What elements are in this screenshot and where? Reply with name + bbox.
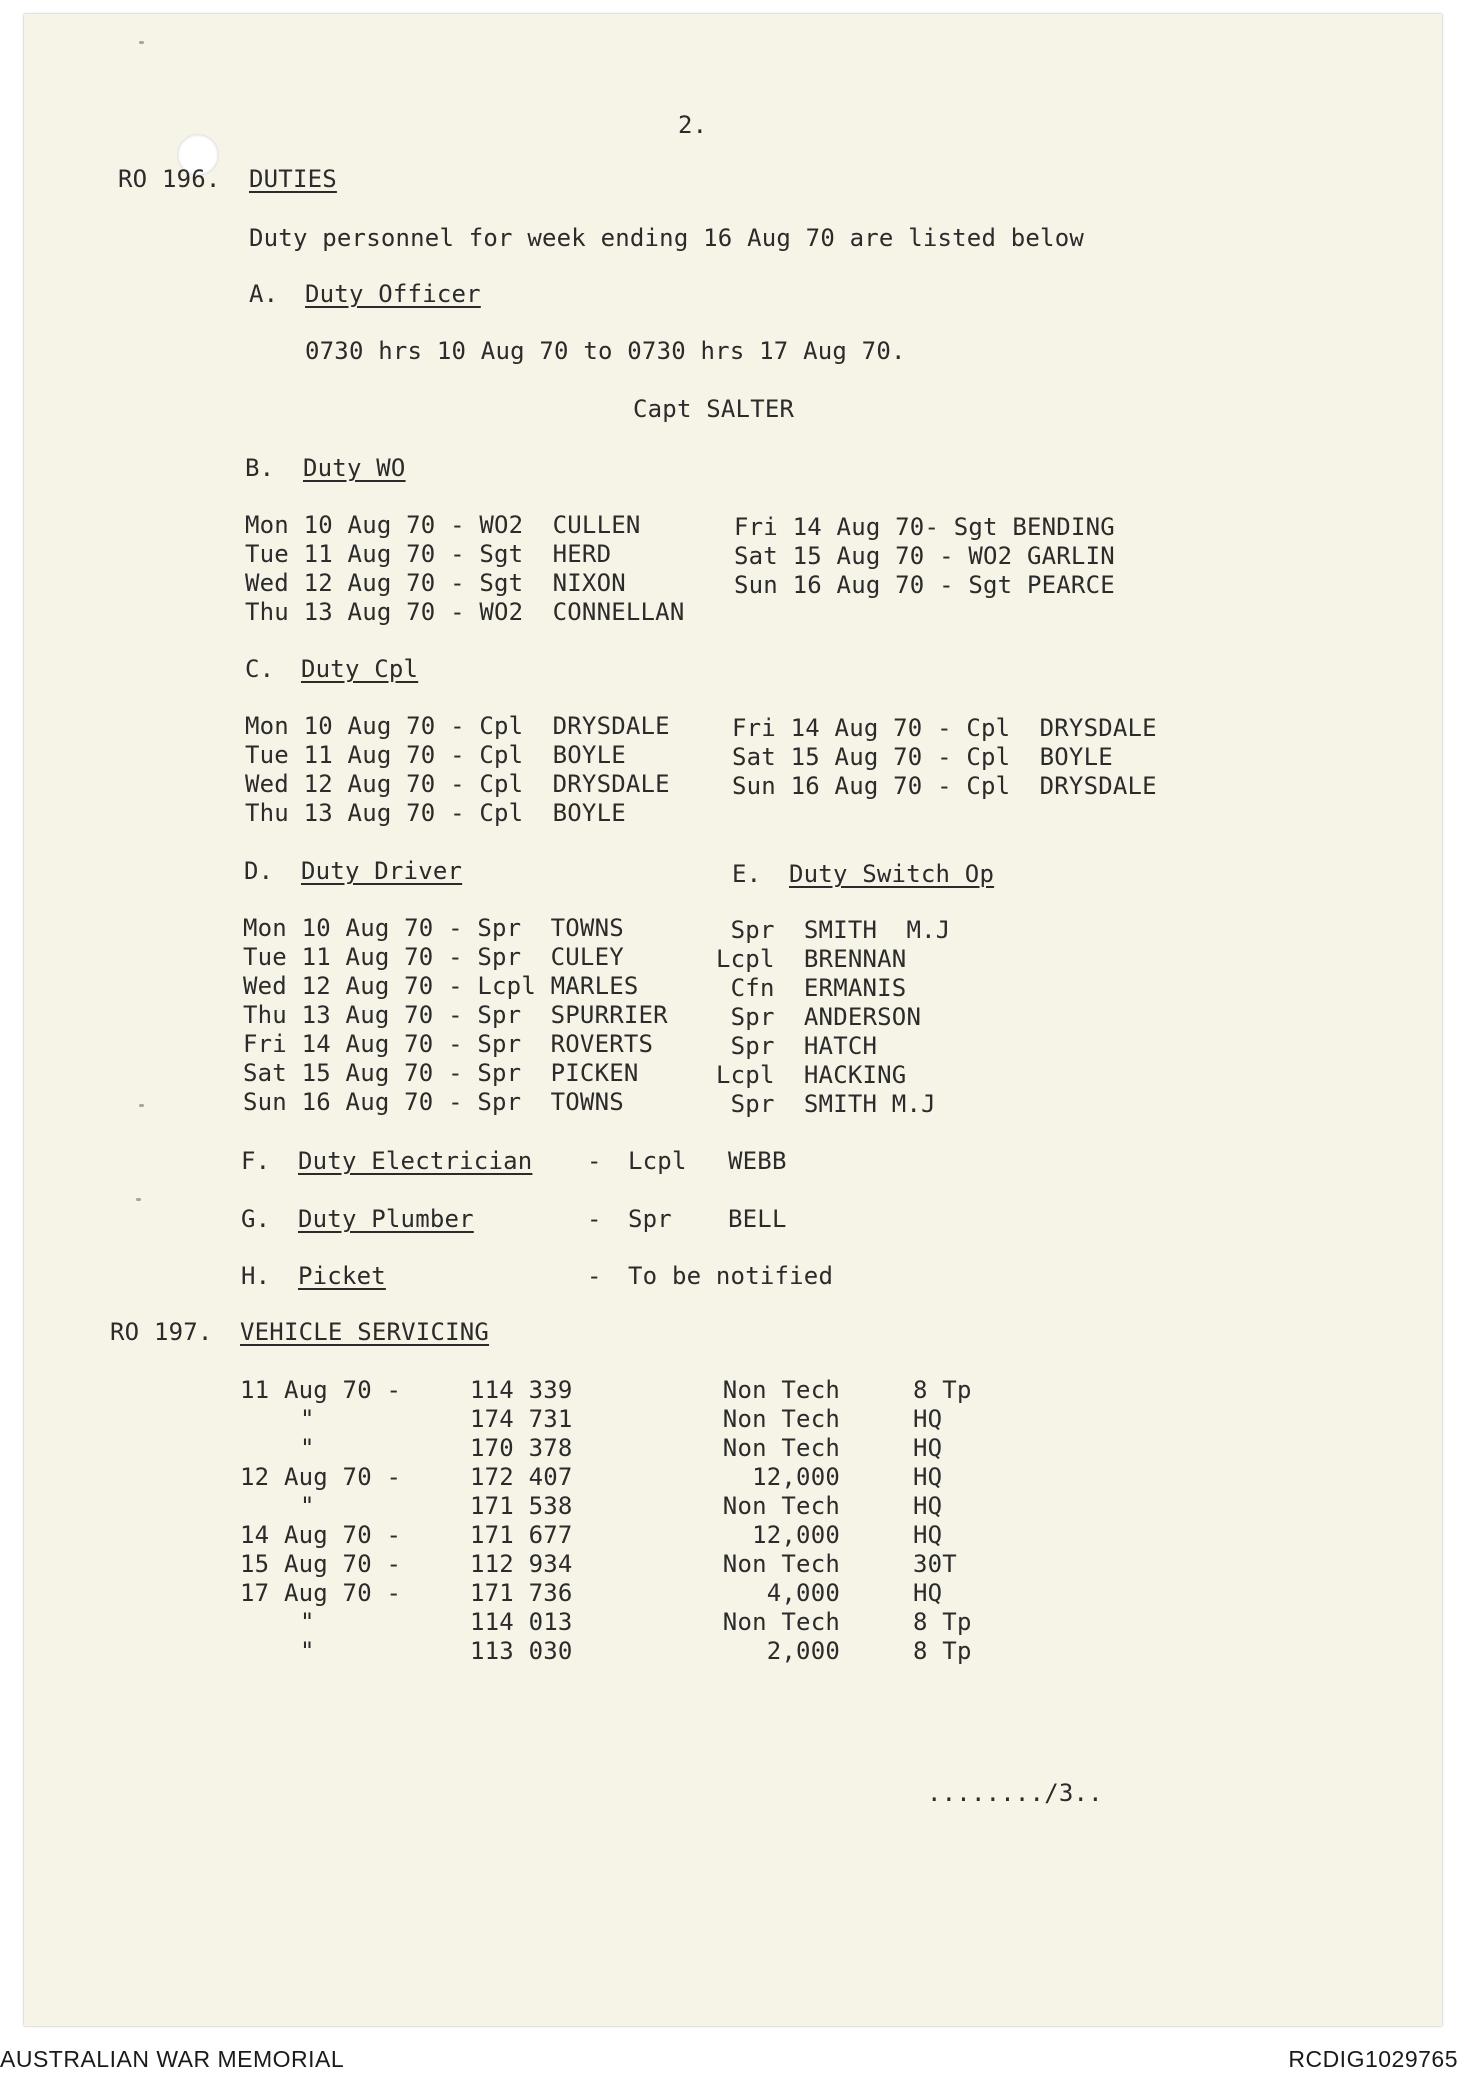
dash: - — [587, 1147, 602, 1175]
footer-record-id: RCDIG1029765 — [1288, 2046, 1458, 2072]
duty-plumber-letter: G. — [241, 1205, 271, 1233]
service-type: 12,000 — [752, 1463, 840, 1491]
list-item: Spr ANDERSON — [716, 1003, 922, 1031]
list-item: Sun 16 Aug 70 - Cpl DRYSDALE — [732, 772, 1157, 800]
service-unit: HQ — [913, 1405, 943, 1433]
duty-wo-heading: Duty WO — [303, 454, 406, 482]
service-type: Non Tech — [722, 1608, 840, 1636]
vehicle-reg: 171 736 — [470, 1579, 573, 1607]
service-type: Non Tech — [722, 1550, 840, 1578]
ro197-title: VEHICLE SERVICING — [240, 1318, 490, 1346]
vehicle-reg: 171 538 — [470, 1492, 573, 1520]
dash: - — [587, 1262, 602, 1290]
duty-driver-letter: D. — [244, 857, 274, 885]
page-number: 2. — [678, 111, 708, 139]
duty-plumber-heading: Duty Plumber — [298, 1205, 474, 1233]
list-item: Spr HATCH — [716, 1032, 878, 1060]
vehicle-reg: 114 339 — [470, 1376, 573, 1404]
vehicle-reg: 113 030 — [470, 1637, 573, 1665]
dash: - — [587, 1205, 602, 1233]
duty-cpl-letter: C. — [245, 655, 275, 683]
service-unit: 8 Tp — [913, 1376, 972, 1404]
service-unit: HQ — [913, 1579, 943, 1607]
list-item: Fri 14 Aug 70- Sgt BENDING — [734, 513, 1115, 541]
list-item: Tue 11 Aug 70 - Spr CULEY — [243, 943, 624, 971]
ditto-mark: " — [300, 1492, 315, 1520]
vehicle-reg: 174 731 — [470, 1405, 573, 1433]
service-type: Non Tech — [722, 1376, 840, 1404]
continuation-marker: ......../3.. — [927, 1779, 1103, 1807]
duty-cpl-heading: Duty Cpl — [301, 655, 419, 683]
picket-heading: Picket — [298, 1262, 386, 1290]
ro196-title: DUTIES — [249, 165, 337, 193]
service-date: 11 Aug 70 - — [240, 1376, 402, 1404]
list-item: Mon 10 Aug 70 - WO2 CULLEN — [245, 511, 641, 539]
duty-electrician-heading: Duty Electrician — [298, 1147, 533, 1175]
list-item: Spr SMITH M.J — [716, 1090, 936, 1118]
duty-plumber-rank: Spr — [628, 1205, 672, 1233]
duty-officer-period: 0730 hrs 10 Aug 70 to 0730 hrs 17 Aug 70. — [305, 337, 906, 365]
footer-archive-name: AUSTRALIAN WAR MEMORIAL — [0, 2046, 345, 2072]
duty-wo-letter: B. — [245, 454, 275, 482]
list-item: Sat 15 Aug 70 - Spr PICKEN — [243, 1059, 639, 1087]
list-item: Mon 10 Aug 70 - Spr TOWNS — [243, 914, 624, 942]
vehicle-reg: 171 677 — [470, 1521, 573, 1549]
list-item: Sun 16 Aug 70 - Spr TOWNS — [243, 1088, 624, 1116]
list-item: Sat 15 Aug 70 - WO2 GARLIN — [734, 542, 1115, 570]
vehicle-reg: 112 934 — [470, 1550, 573, 1578]
ditto-mark: " — [300, 1405, 315, 1433]
list-item: Cfn ERMANIS — [716, 974, 907, 1002]
duty-officer-name: Capt SALTER — [633, 395, 795, 423]
service-type: Non Tech — [722, 1405, 840, 1433]
ditto-mark: " — [300, 1608, 315, 1636]
service-date: 15 Aug 70 - — [240, 1550, 402, 1578]
list-item: Wed 12 Aug 70 - Lcpl MARLES — [243, 972, 639, 1000]
service-type: Non Tech — [722, 1434, 840, 1462]
service-type: Non Tech — [722, 1492, 840, 1520]
service-unit: HQ — [913, 1521, 943, 1549]
list-item: Tue 11 Aug 70 - Cpl BOYLE — [245, 741, 626, 769]
document-page — [24, 14, 1442, 2026]
list-item: Lcpl HACKING — [716, 1061, 907, 1089]
ditto-mark: " — [300, 1637, 315, 1665]
duty-electrician-letter: F. — [241, 1147, 271, 1175]
list-item: Thu 13 Aug 70 - Spr SPURRIER — [243, 1001, 668, 1029]
service-type: 4,000 — [766, 1579, 840, 1607]
service-date: 17 Aug 70 - — [240, 1579, 402, 1607]
paper-speck — [139, 41, 144, 44]
list-item: Fri 14 Aug 70 - Spr ROVERTS — [243, 1030, 654, 1058]
picket-text: To be notified — [628, 1262, 834, 1290]
paper-speck — [136, 1198, 141, 1201]
ro197-number: RO 197. — [110, 1318, 213, 1346]
duty-switch-op-letter: E. — [732, 860, 762, 888]
list-item: Sun 16 Aug 70 - Sgt PEARCE — [734, 571, 1115, 599]
list-item: Tue 11 Aug 70 - Sgt HERD — [245, 540, 612, 568]
service-unit: HQ — [913, 1434, 943, 1462]
vehicle-reg: 172 407 — [470, 1463, 573, 1491]
vehicle-reg: 114 013 — [470, 1608, 573, 1636]
service-unit: HQ — [913, 1463, 943, 1491]
picket-letter: H. — [241, 1262, 271, 1290]
service-unit: 8 Tp — [913, 1608, 972, 1636]
service-type: 2,000 — [766, 1637, 840, 1665]
service-date: 12 Aug 70 - — [240, 1463, 402, 1491]
list-item: Fri 14 Aug 70 - Cpl DRYSDALE — [732, 714, 1157, 742]
ro196-number: RO 196. — [118, 165, 221, 193]
list-item: Sat 15 Aug 70 - Cpl BOYLE — [732, 743, 1113, 771]
ro196-intro: Duty personnel for week ending 16 Aug 70 are listed below — [249, 224, 1085, 252]
list-item: Lcpl BRENNAN — [716, 945, 907, 973]
list-item: Mon 10 Aug 70 - Cpl DRYSDALE — [245, 712, 670, 740]
duty-plumber-name: BELL — [728, 1205, 787, 1233]
duty-driver-heading: Duty Driver — [301, 857, 463, 885]
list-item: Wed 12 Aug 70 - Sgt NIXON — [245, 569, 626, 597]
service-unit: 8 Tp — [913, 1637, 972, 1665]
ditto-mark: " — [300, 1434, 315, 1462]
list-item: Spr SMITH M.J — [716, 916, 951, 944]
service-date: 14 Aug 70 - — [240, 1521, 402, 1549]
duty-officer-letter: A. — [249, 280, 279, 308]
list-item: Wed 12 Aug 70 - Cpl DRYSDALE — [245, 770, 670, 798]
service-unit: 30T — [913, 1550, 957, 1578]
duty-electrician-name: WEBB — [728, 1147, 787, 1175]
paper-speck — [139, 1104, 144, 1107]
duty-switch-op-heading: Duty Switch Op — [789, 860, 995, 888]
duty-electrician-rank: Lcpl — [628, 1147, 687, 1175]
duty-officer-heading: Duty Officer — [305, 280, 481, 308]
service-unit: HQ — [913, 1492, 943, 1520]
service-type: 12,000 — [752, 1521, 840, 1549]
list-item: Thu 13 Aug 70 - WO2 CONNELLAN — [245, 598, 685, 626]
vehicle-reg: 170 378 — [470, 1434, 573, 1462]
list-item: Thu 13 Aug 70 - Cpl BOYLE — [245, 799, 626, 827]
